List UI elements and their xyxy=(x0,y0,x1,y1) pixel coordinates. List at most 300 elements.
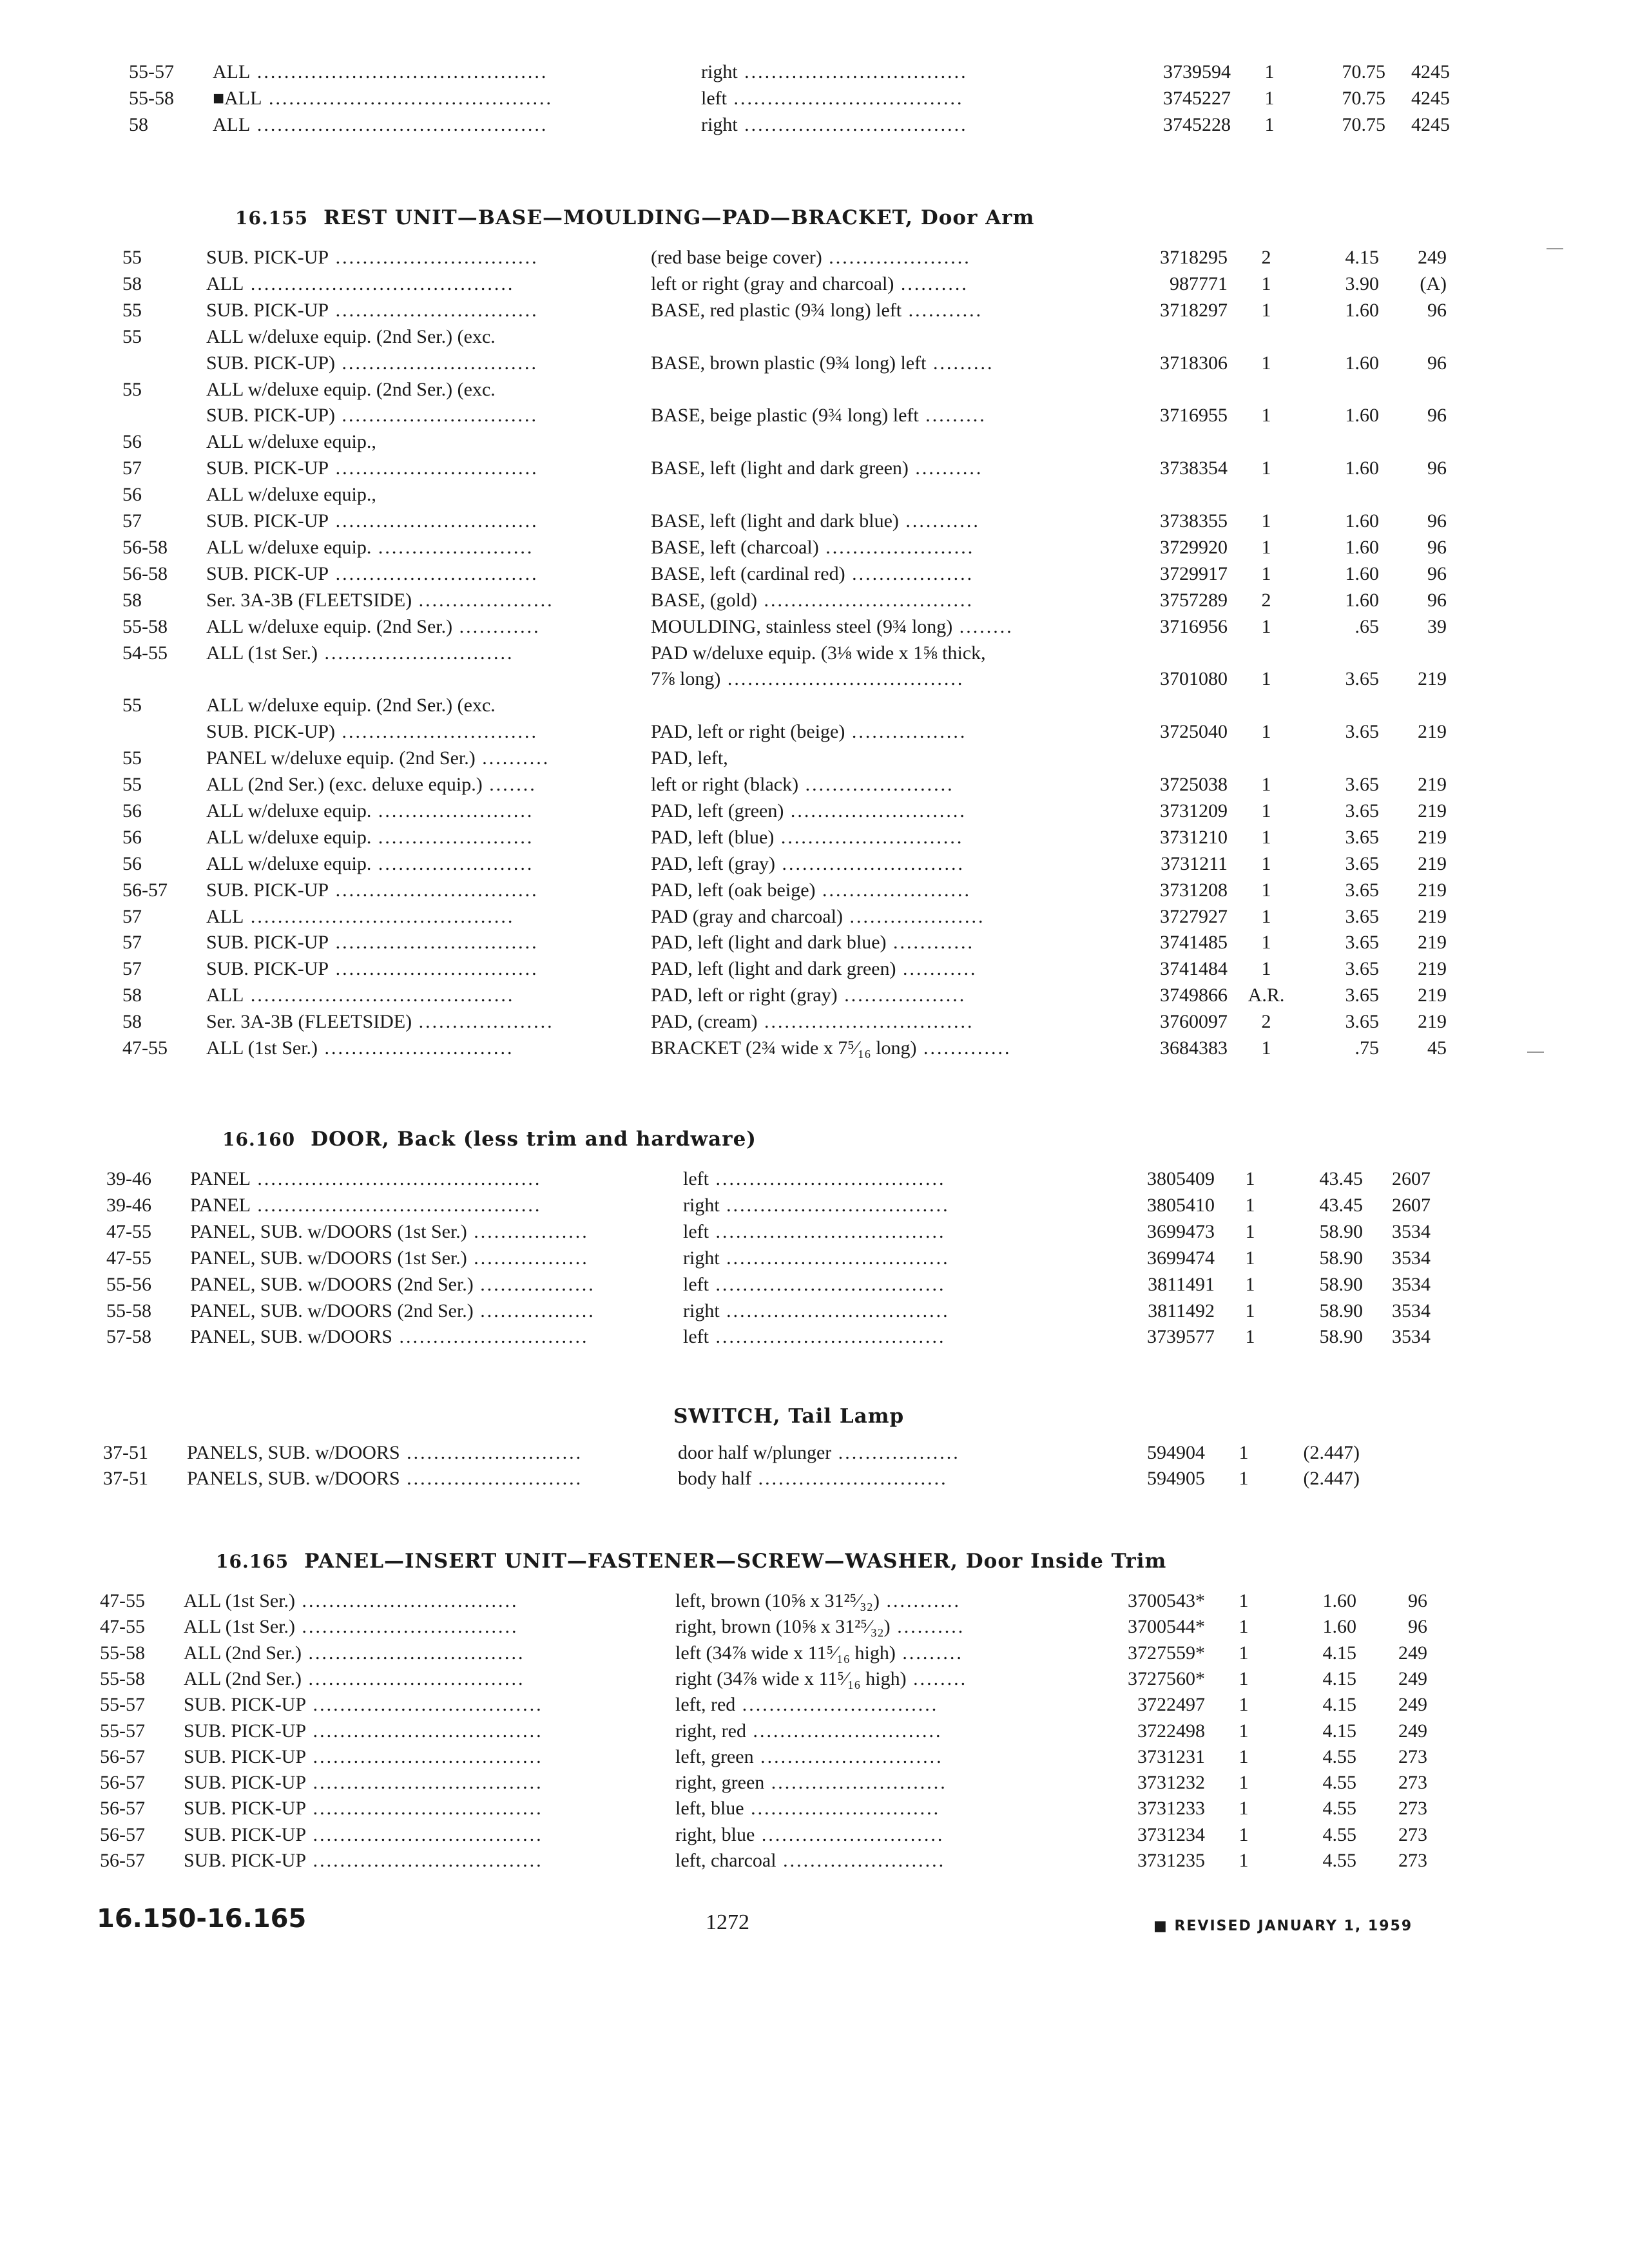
row-models: ■ALL .......................................... xyxy=(213,88,553,109)
row-description: left or right (black) ...................... xyxy=(651,774,954,795)
row-description: BASE, left (charcoal) ...................... xyxy=(651,536,975,558)
row-quantity: 1 xyxy=(1239,1772,1249,1794)
row-part-number: 594904 xyxy=(1147,1442,1205,1463)
row-models: ALL w/deluxe equip. (2nd Ser.) ............ xyxy=(206,615,541,637)
row-price: 3.65 xyxy=(1345,800,1379,822)
row-models: Ser. 3A-3B (FLEETSIDE) .................... xyxy=(206,1011,554,1033)
row-models: SUB. PICK-UP .............................. xyxy=(206,932,539,954)
row-part-number: 3749866 xyxy=(1160,985,1228,1006)
row-models: SUB. PICK-UP .................................. xyxy=(184,1745,543,1767)
section-heading-16160 xyxy=(222,1128,757,1151)
table-row xyxy=(0,1718,1629,1744)
row-description: door half w/plunger .................. xyxy=(678,1442,960,1463)
row-models: ALL w/deluxe equip. (2nd Ser.) (exc. xyxy=(206,378,496,400)
dot-leader: ........................... xyxy=(753,1745,943,1767)
dot-leader: ................................... xyxy=(720,668,965,690)
dot-leader: .......................... xyxy=(784,800,967,822)
dot-leader: ................. xyxy=(473,1300,595,1321)
row-years: 55 xyxy=(122,247,142,268)
row-quantity: 1 xyxy=(1261,668,1271,690)
margin-mark xyxy=(1527,1052,1544,1053)
row-models: ALL (1st Ser.) ............................ xyxy=(206,1037,514,1059)
dot-leader: ................. xyxy=(473,1273,595,1295)
table-row xyxy=(0,772,1629,798)
dot-leader: ................. xyxy=(845,721,967,743)
row-description: body half ............................ xyxy=(678,1468,948,1489)
row-quantity: 1 xyxy=(1261,352,1271,374)
row-price: 1.60 xyxy=(1345,589,1379,611)
row-description: right (34⅞ wide x 11⁵⁄₁₆ high) ........ xyxy=(675,1667,968,1689)
row-weight: 273 xyxy=(1398,1798,1427,1820)
row-quantity: 1 xyxy=(1261,1037,1271,1059)
row-years: 55-58 xyxy=(100,1642,145,1664)
row-years: 55 xyxy=(122,325,142,347)
row-years: 47-55 xyxy=(122,1037,168,1059)
row-years: 55-57 xyxy=(129,61,174,82)
table-row xyxy=(0,324,1629,350)
row-description: right ................................. xyxy=(701,114,968,135)
row-years: 56-58 xyxy=(122,562,168,584)
dot-leader: .................................. xyxy=(726,88,964,109)
row-years: 37-51 xyxy=(103,1442,148,1463)
row-price: .75 xyxy=(1354,1037,1379,1059)
row-description: left, red ............................. xyxy=(675,1694,939,1716)
row-quantity: 1 xyxy=(1261,905,1271,927)
dot-leader: .................................. xyxy=(306,1850,543,1871)
dot-leader: .................................. xyxy=(306,1720,543,1742)
table-row xyxy=(0,878,1629,903)
row-price: 1.60 xyxy=(1322,1590,1356,1611)
row-part-number: 3700544* xyxy=(1128,1616,1205,1638)
row-quantity: A.R. xyxy=(1248,985,1285,1006)
dot-leader: .............................. xyxy=(329,958,539,980)
table-row xyxy=(0,59,1629,85)
row-description: left, charcoal ........................ xyxy=(675,1850,946,1871)
row-price: 4.15 xyxy=(1322,1667,1356,1689)
row-part-number: 3731210 xyxy=(1160,826,1228,848)
dot-leader: .............................. xyxy=(329,932,539,954)
table-row xyxy=(0,851,1629,877)
row-weight: 96 xyxy=(1408,1616,1427,1638)
dot-leader: .................................. xyxy=(708,1168,946,1189)
row-weight: 219 xyxy=(1418,905,1447,927)
table-row xyxy=(0,1796,1629,1821)
row-years: 55-58 xyxy=(122,615,168,637)
row-description: left .................................. xyxy=(701,88,964,109)
row-years: 55 xyxy=(122,378,142,400)
dot-leader: ....................... xyxy=(371,800,534,822)
row-quantity: 1 xyxy=(1261,273,1271,294)
row-models: SUB. PICK-UP .............................. xyxy=(206,562,539,584)
row-part-number: 3811491 xyxy=(1148,1273,1215,1295)
dot-leader: ....................................... xyxy=(244,273,515,294)
row-years: 55-58 xyxy=(129,88,174,109)
dot-leader: ................................ xyxy=(295,1616,519,1638)
row-weight: 3534 xyxy=(1392,1273,1431,1295)
row-description: left (34⅞ wide x 11⁵⁄₁₆ high) ......... xyxy=(675,1642,963,1664)
row-quantity: 1 xyxy=(1261,510,1271,532)
dot-leader: ........................... xyxy=(755,1823,945,1845)
row-quantity: 1 xyxy=(1239,1823,1249,1845)
row-description: BASE, brown plastic (9¾ long) left ......... xyxy=(651,352,994,374)
row-description: left or right (gray and charcoal) .......... xyxy=(651,273,969,294)
row-part-number: 3760097 xyxy=(1160,1011,1228,1033)
row-weight: 273 xyxy=(1398,1772,1427,1794)
row-years: 56-58 xyxy=(122,536,168,558)
row-models: ALL (1st Ser.) ................................ xyxy=(184,1616,519,1638)
row-years: 39-46 xyxy=(106,1194,151,1216)
row-description: BASE, beige plastic (9¾ long) left ......... xyxy=(651,405,987,427)
table-row xyxy=(0,1324,1629,1350)
row-part-number: 3731232 xyxy=(1137,1772,1205,1794)
row-weight: 96 xyxy=(1427,562,1447,584)
row-weight: 2607 xyxy=(1392,1168,1431,1189)
dot-leader: ........................................... xyxy=(250,114,548,135)
row-weight: 249 xyxy=(1398,1720,1427,1742)
row-part-number: 3729917 xyxy=(1160,562,1228,584)
dot-leader: .......................... xyxy=(400,1442,583,1463)
dot-leader: .................. xyxy=(831,1442,960,1463)
row-price: 70.75 xyxy=(1342,88,1385,109)
table-row xyxy=(0,614,1629,640)
row-price: 70.75 xyxy=(1342,114,1385,135)
row-weight: 3534 xyxy=(1392,1220,1431,1242)
row-years: 58 xyxy=(122,589,142,611)
row-quantity: 1 xyxy=(1264,88,1275,109)
row-years: 55 xyxy=(122,774,142,795)
row-quantity: 1 xyxy=(1239,1590,1249,1611)
row-models: ALL ....................................... xyxy=(206,985,515,1006)
row-description: BRACKET (2¾ wide x 7⁵⁄₁₆ long) ............. xyxy=(651,1037,1012,1059)
row-description: right ................................. xyxy=(683,1247,950,1269)
row-years: 56-57 xyxy=(122,879,168,901)
row-price: 4.15 xyxy=(1322,1720,1356,1742)
dot-leader: .................... xyxy=(842,905,985,927)
dot-leader: .................................. xyxy=(306,1772,543,1794)
row-weight: 219 xyxy=(1418,721,1447,743)
row-part-number: 3738354 xyxy=(1160,457,1228,479)
row-part-number: 3699473 xyxy=(1147,1220,1215,1242)
dot-leader: ............................... xyxy=(757,1011,974,1033)
dot-leader: ................................. xyxy=(719,1300,950,1321)
row-description: left, green ........................... xyxy=(675,1745,943,1767)
dot-leader: .................... xyxy=(412,1011,554,1033)
dot-leader: ....... xyxy=(482,774,537,795)
row-models: ALL (2nd Ser.) ................................ xyxy=(184,1667,525,1689)
dot-leader: ........... xyxy=(880,1590,961,1611)
row-description: right, blue ........................... xyxy=(675,1823,945,1845)
row-weight: 4245 xyxy=(1411,61,1450,82)
table-row xyxy=(0,1744,1629,1770)
row-quantity: 1 xyxy=(1239,1694,1249,1716)
dot-leader: .......................... xyxy=(764,1772,947,1794)
row-models: PANEL, SUB. w/DOORS ............................ xyxy=(190,1326,589,1348)
row-models: ALL w/deluxe equip. ....................... xyxy=(206,536,534,558)
row-description: right, brown (10⅝ x 31²⁵⁄₃₂) .......... xyxy=(675,1616,965,1638)
row-part-number: 3699474 xyxy=(1147,1247,1215,1269)
row-models: ALL w/deluxe equip., xyxy=(206,431,376,453)
row-quantity: 1 xyxy=(1261,932,1271,954)
row-quantity: 1 xyxy=(1245,1194,1255,1216)
dot-leader: ........... xyxy=(896,958,978,980)
row-part-number: 3757289 xyxy=(1160,589,1228,611)
row-weight: 219 xyxy=(1418,852,1447,874)
dot-leader: ........... xyxy=(898,510,980,532)
table-row xyxy=(0,508,1629,534)
dot-leader: ........ xyxy=(952,615,1014,637)
dot-leader: .......................................... xyxy=(250,1194,542,1216)
row-description: right, red ............................ xyxy=(675,1720,943,1742)
row-quantity: 1 xyxy=(1261,774,1271,795)
row-part-number: 3727559* xyxy=(1128,1642,1205,1664)
row-part-number: 3722498 xyxy=(1137,1720,1205,1742)
table-row xyxy=(0,245,1629,271)
row-price: 58.90 xyxy=(1319,1220,1363,1242)
row-quantity: 1 xyxy=(1261,721,1271,743)
row-years: 57-58 xyxy=(106,1326,151,1348)
table-row xyxy=(0,1272,1629,1298)
row-price: 3.65 xyxy=(1345,721,1379,743)
dot-leader: ............................... xyxy=(757,589,974,611)
row-price: 1.60 xyxy=(1345,457,1379,479)
row-weight: 219 xyxy=(1418,826,1447,848)
row-quantity: 1 xyxy=(1264,114,1275,135)
row-models: ALL w/deluxe equip. (2nd Ser.) (exc. xyxy=(206,695,496,716)
row-part-number: 3701080 xyxy=(1160,668,1228,690)
row-price: 3.65 xyxy=(1345,958,1379,980)
row-models: ALL w/deluxe equip., xyxy=(206,484,376,506)
row-part-number: 3718295 xyxy=(1160,247,1228,268)
row-quantity: 1 xyxy=(1239,1468,1249,1489)
row-weight: 2607 xyxy=(1392,1194,1431,1216)
dot-leader: .......... xyxy=(894,273,969,294)
dot-leader: ...................... xyxy=(815,879,971,901)
row-description: left .................................. xyxy=(683,1326,946,1348)
section-title: PANEL—INSERT UNIT—FASTENER—SCREW—WASHER, Door Inside Trim xyxy=(304,1550,1167,1573)
table-row xyxy=(0,298,1629,323)
dot-leader: .................. xyxy=(837,985,967,1006)
row-models: PANEL, SUB. w/DOORS (1st Ser.) ................. xyxy=(190,1220,589,1242)
row-price: (2.447) xyxy=(1303,1442,1360,1463)
dot-leader: ............................ xyxy=(751,1468,948,1489)
row-years: 57 xyxy=(122,905,142,927)
row-quantity: 1 xyxy=(1261,800,1271,822)
row-models: ALL w/deluxe equip. (2nd Ser.) (exc. xyxy=(206,325,496,347)
dot-leader: ........................... xyxy=(775,852,965,874)
row-quantity: 1 xyxy=(1261,562,1271,584)
row-quantity: 1 xyxy=(1245,1168,1255,1189)
row-quantity: 1 xyxy=(1239,1850,1249,1871)
row-quantity: 1 xyxy=(1261,405,1271,427)
row-quantity: 1 xyxy=(1264,61,1275,82)
row-years: 56 xyxy=(122,826,142,848)
row-description: left .................................. xyxy=(683,1273,946,1295)
row-models: SUB. PICK-UP .................................. xyxy=(184,1772,543,1794)
row-models: SUB. PICK-UP .............................. xyxy=(206,879,539,901)
row-description: right ................................. xyxy=(701,61,968,82)
row-quantity: 2 xyxy=(1261,1011,1271,1033)
row-price: 3.65 xyxy=(1345,905,1379,927)
row-models: ALL (2nd Ser.) ................................ xyxy=(184,1642,525,1664)
row-price: 4.55 xyxy=(1322,1772,1356,1794)
dot-leader: ............................ xyxy=(318,1037,514,1059)
dot-leader: ............................. xyxy=(335,721,539,743)
row-part-number: 3725038 xyxy=(1160,774,1228,795)
row-part-number: 3745228 xyxy=(1163,114,1231,135)
row-years: 56-57 xyxy=(100,1823,145,1845)
dot-leader: ....................................... xyxy=(244,905,515,927)
row-price: 1.60 xyxy=(1345,510,1379,532)
row-models: SUB. PICK-UP .............................. xyxy=(206,958,539,980)
table-row xyxy=(0,1035,1629,1061)
row-models: ALL (1st Ser.) ............................ xyxy=(206,642,514,664)
dot-leader: .................................. xyxy=(306,1745,543,1767)
dot-leader: .......... xyxy=(475,747,550,769)
row-years: 55-58 xyxy=(100,1667,145,1689)
row-description: PAD, left (light and dark blue) ............ xyxy=(651,932,974,954)
row-years: 58 xyxy=(122,985,142,1006)
row-description: BASE, red plastic (9¾ long) left ........... xyxy=(651,299,983,321)
row-quantity: 1 xyxy=(1239,1642,1249,1664)
row-description: left .................................. xyxy=(683,1220,946,1242)
row-quantity: 1 xyxy=(1239,1745,1249,1767)
section-title: SWITCH, Tail Lamp xyxy=(673,1405,905,1428)
table-row xyxy=(0,1219,1629,1245)
row-models: PANEL .......................................... xyxy=(190,1194,542,1216)
row-years: 47-55 xyxy=(100,1616,145,1638)
row-price: 4.15 xyxy=(1345,247,1379,268)
dot-leader: ........... xyxy=(901,299,983,321)
table-row xyxy=(0,403,1629,428)
dot-leader: ....................... xyxy=(371,826,534,848)
table-row xyxy=(0,588,1629,613)
row-models: PANEL, SUB. w/DOORS (2nd Ser.) ................. xyxy=(190,1300,595,1321)
row-weight: 96 xyxy=(1427,457,1447,479)
row-years: 56 xyxy=(122,800,142,822)
row-weight: 219 xyxy=(1418,958,1447,980)
dot-leader: ..................... xyxy=(822,247,971,268)
row-part-number: 3805410 xyxy=(1147,1194,1215,1216)
dot-leader: .................................. xyxy=(708,1220,946,1242)
row-part-number: 3727560* xyxy=(1128,1667,1205,1689)
row-description: PAD, left (green) .......................... xyxy=(651,800,967,822)
row-quantity: 1 xyxy=(1261,299,1271,321)
row-part-number: 3716955 xyxy=(1160,405,1228,427)
dot-leader: .......... xyxy=(908,457,983,479)
row-years: 55 xyxy=(122,299,142,321)
table-row xyxy=(0,666,1629,692)
dot-leader: .......................................... xyxy=(262,88,553,109)
dot-leader: ............................. xyxy=(335,352,539,374)
dot-leader: .......... xyxy=(890,1616,965,1638)
row-weight: 96 xyxy=(1427,589,1447,611)
dot-leader: .............................. xyxy=(329,457,539,479)
footer-section-range: 16.150-16.165 xyxy=(97,1904,307,1934)
table-row xyxy=(0,1666,1629,1692)
row-models: PANELS, SUB. w/DOORS .......................... xyxy=(187,1442,583,1463)
dot-leader: ................................. xyxy=(719,1194,950,1216)
section-heading-16155 xyxy=(235,206,1034,229)
dot-leader: ................................ xyxy=(302,1642,525,1664)
row-quantity: 1 xyxy=(1239,1798,1249,1820)
table-row xyxy=(0,351,1629,376)
row-years: 56-57 xyxy=(100,1745,145,1767)
section-title: DOOR, Back (less trim and hardware) xyxy=(311,1128,757,1151)
dot-leader: .................................. xyxy=(708,1273,946,1295)
row-weight: 249 xyxy=(1398,1667,1427,1689)
row-models: SUB. PICK-UP .............................. xyxy=(206,247,539,268)
row-weight: 249 xyxy=(1398,1694,1427,1716)
row-part-number: 3739577 xyxy=(1147,1326,1215,1348)
table-row xyxy=(0,1692,1629,1718)
row-description: (red base beige cover) ..................... xyxy=(651,247,971,268)
row-quantity: 1 xyxy=(1245,1273,1255,1295)
row-models: SUB. PICK-UP .................................. xyxy=(184,1823,543,1845)
row-quantity: 1 xyxy=(1261,826,1271,848)
dot-leader: ........................... xyxy=(774,826,964,848)
row-price: (2.447) xyxy=(1303,1468,1360,1489)
row-price: 4.55 xyxy=(1322,1745,1356,1767)
row-price: 58.90 xyxy=(1319,1247,1363,1269)
dot-leader: ............................ xyxy=(746,1720,943,1742)
row-part-number: 3741485 xyxy=(1160,932,1228,954)
row-weight: 96 xyxy=(1427,299,1447,321)
row-weight: 219 xyxy=(1418,932,1447,954)
row-part-number: 3727927 xyxy=(1160,905,1228,927)
row-price: 1.60 xyxy=(1345,536,1379,558)
row-models: SUB. PICK-UP) ............................. xyxy=(206,721,539,743)
table-row xyxy=(0,983,1629,1008)
row-part-number: 3731231 xyxy=(1137,1745,1205,1767)
row-price: 1.60 xyxy=(1345,405,1379,427)
row-weight: 273 xyxy=(1398,1745,1427,1767)
section-number: 16.160 xyxy=(222,1129,296,1150)
row-weight: 96 xyxy=(1427,536,1447,558)
row-years: 47-55 xyxy=(106,1247,151,1269)
row-weight: 4245 xyxy=(1411,114,1450,135)
row-description: right ................................. xyxy=(683,1194,950,1216)
dot-leader: ................................. xyxy=(737,114,968,135)
row-price: 3.65 xyxy=(1345,932,1379,954)
row-description: PAD, (cream) ............................... xyxy=(651,1011,974,1033)
section-number: 16.165 xyxy=(216,1551,289,1572)
row-models: ALL ....................................... xyxy=(206,273,515,294)
dot-leader: .................... xyxy=(412,589,554,611)
row-weight: 273 xyxy=(1398,1823,1427,1845)
row-years: 58 xyxy=(122,273,142,294)
table-row xyxy=(0,719,1629,745)
section-number: 16.155 xyxy=(235,207,309,229)
dot-leader: .................. xyxy=(845,562,974,584)
row-models: ALL w/deluxe equip. ....................... xyxy=(206,800,534,822)
row-quantity: 1 xyxy=(1261,615,1271,637)
row-price: 58.90 xyxy=(1319,1300,1363,1321)
dot-leader: ................................ xyxy=(302,1667,525,1689)
table-row xyxy=(0,271,1629,297)
row-price: 58.90 xyxy=(1319,1273,1363,1295)
row-part-number: 3805409 xyxy=(1147,1168,1215,1189)
row-quantity: 1 xyxy=(1239,1720,1249,1742)
row-weight: (A) xyxy=(1420,273,1447,294)
table-row xyxy=(0,535,1629,561)
table-row xyxy=(0,482,1629,508)
row-price: 70.75 xyxy=(1342,61,1385,82)
row-quantity: 1 xyxy=(1239,1442,1249,1463)
dot-leader: ................................. xyxy=(737,61,968,82)
row-weight: 4245 xyxy=(1411,88,1450,109)
row-price: 4.15 xyxy=(1322,1642,1356,1664)
row-part-number: 3741484 xyxy=(1160,958,1228,980)
